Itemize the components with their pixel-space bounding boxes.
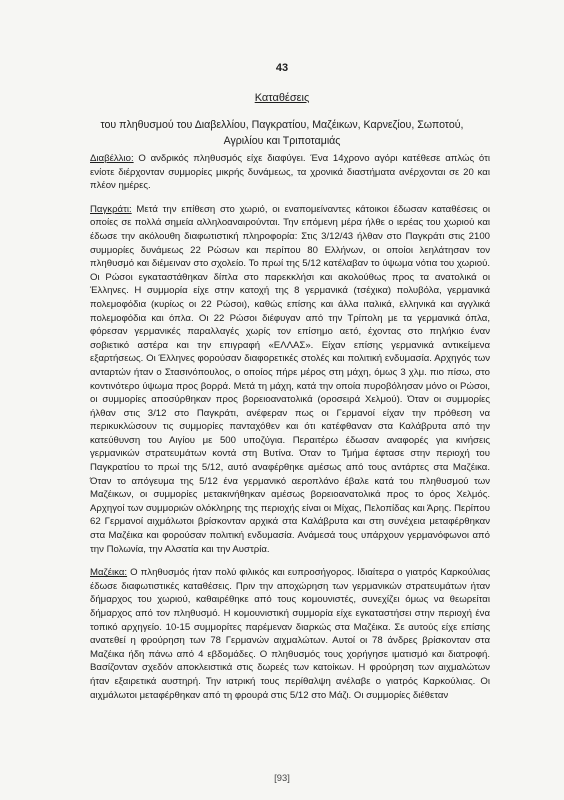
document-subtitle	[0, 117, 564, 149]
section-diavellio	[90, 152, 490, 193]
subtitle-line: Αγριλίου και Τριποταμιάς	[223, 135, 341, 147]
section-heading: Διαβέλλιο:	[90, 153, 134, 164]
section-pagkrati	[90, 203, 490, 556]
section-heading: Μαζέικα:	[90, 567, 128, 579]
section-text: Ο πληθυσμός ήταν πολύ φιλικός και ευπροσήγορος. Ιδιαίτερα ο γιατρός Καρκούλιας έδωσε διαφωτιστικές καταθέσεις. Πριν την αποχώρηση των γερμανικών στρατευμάτων ήταν δήμαρχος του χωριού, καθαιρέθηκε από τους κομουνιστές, συνεχίζει όμως να θεωρείται δήμαρχος από τον πληθυσμό. Η κομουνιστική συμμορία είχε εγκαταστήσει στην περιοχή ένα τοπικό αρχηγείο. 10-15 συμμορίτες παρέμεναν διαρκώς στα Μαζέικα. Σε αυτούς είχε επίσης ανατεθεί η φρούρηση των 78 Γερμανών αιχμαλώτων. Αυτοί οι 78 άνδρες βρίσκονταν στα Μαζέικα ήδη πάνω από 4 εβδομάδες. Ο πληθυσμός τους χορήγησε ιματισμό και διατροφή. Βασίζονταν σχεδόν αποκλειστικά στις δωρεές των κατοίκων. Η φρούρηση των αιχμαλώτων ήταν εξαιρετικά αυστηρή. Την ιατρική τους περίθαλψη ανέλαβε ο γιατρός Καρκούλιας. Οι αιχμάλωτοι μεταφέρθηκαν από τη φρουρά στις 5/12 στο Μάζι. Οι συμμορίες διέθεταν	[90, 567, 490, 701]
footer-page-number: [93]	[274, 772, 290, 783]
section-text: Ο ανδρικός πληθυσμός είχε διαφύγει. Ένα 14χρονο αγόρι κατέθεσε απλώς ότι ενίοτε διέρχονταν συμμορίες μικρής δυνάμεως, τα χρονικά διαστήματα ανέρχονται σε 20 και πλέον ημέρες.	[90, 153, 490, 192]
page-number: 43	[275, 62, 289, 74]
document-body	[90, 152, 490, 712]
document-title: Καταθέσεις	[254, 92, 310, 104]
section-text: Μετά την επίθεση στο χωριό, οι εναπομείναντες κάτοικοι έδωσαν καταθέσεις οι οποίες σε πολλά σημεία αλληλοαναιρούνται. Την επόμενη μέρα ήλθε ο ιερέας του χωριού και έδωσε την ακόλουθη διαφωτιστική πληροφορία: Στις 3/12/43 ήλθαν στο Παγκράτι στις 2100 συμμορίες δυνάμεως 22 Ρώσων και περίπου 80 Ελλήνων, οι οποίοι λεηλάτησαν τον πληθυσμό και διέμειναν στο σχολείο. Το πρωί της 5/12 κατέλαβαν το ύψωμα νότια του χωριού. Οι Ρώσοι εγκαταστάθηκαν δίπλα στο παρεκκλήσι και ακολούθως προς τα ανατολικά οι Έλληνες. Η συμμορία είχε στην κατοχή της 8 γερμανικά (τσέχικα) πολυβόλα, γερμανικά πολεμοφόδια (κυρίως οι 22 Ρώσοι), καθώς επίσης και άλλα ιταλικά, ελληνικά και αγγλικά πολεμοφόδια και όπλα. Οι 22 Ρώσοι διέφυγαν από την Τρίπολη με τα γερμανικά όπλα, φόρεσαν γερμανικές παραλλαγές χωρίς τον επίσημο αετό, έχοντας στο πηλήκιο έναν σοβιετικό αστέρα και την επιγραφή «ΕΛΛΑΣ». Είχαν επίσης γερμανικά αντικείμενα εξαρτήσεως. Οι Έλληνες φορούσαν διαφορετικές στολές και πολιτική ενδυμασία. Αρχηγός των ανταρτών ήταν ο Στασινόπουλος, ο οποίος πήρε μέρος στη μάχη, όμως 3 χλμ. πιο πίσω, στο κοντινότερο ύψωμα προς βορρά. Μετά τη μάχη, κατά την οποία πυροβόλησαν μόνο οι Ρώσοι, οι συμμορίες αποσύρθηκαν προς βορειοανατολικά (οροσειρά Χελμού). Όταν οι συμμορίες ήλθαν στις 3/12 στο Παγκράτι, ανέφεραν πως οι Γερμανοί είχαν την πρόθεση να περικυκλώσουν τις συμμορίες πανταχόθεν και ότι κατέφθαναν στα Καλάβρυτα από την κατεύθυνση του Αιγίου με 500 υποζύγια. Περαιτέρω έδωσαν αναφορές για κινήσεις γερμανικών στρατευμάτων κοντά στη Βυτίνα. Όταν το Τμήμα έφτασε στην περιοχή του Παγκρατίου το πρωί της 5/12, αυτό αναφέρθηκε αμέσως από τους αντάρτες στα Μαζέικα. Όταν το απόγευμα της 5/12 ένα γερμανικό αεροπλάνο έβαλε κατά του πληθυσμού των Μαζέικων, οι συμμορίες μετακινήθηκαν αμέσως βορειοανατολικά προς το όρος Χελμός. Αρχηγοί των συμμοριών ολόκληρης της περιοχής είναι οι Μίχας, Πελοπίδας και Άρης. Περίπου 62 Γερμανοί αιχμάλωτοι βρίσκονταν αρχικά στα Καλάβρυτα και στη συνέχεια μεταφέρθηκαν στα Μαζέικα και φορούσαν πολιτική ενδυμασία. Ανάμεσά τους υπάρχουν γερμανόφωνοι από την Πολωνία, την Αλσατία και την Αυστρία.	[90, 203, 490, 555]
section-heading: Παγκράτι:	[90, 203, 132, 215]
section-mazeika	[90, 566, 490, 702]
subtitle-line: του πληθυσμού του Διαβελλίου, Παγκρατίου, Μαζέικων, Καρνεζίου, Σωποτού,	[100, 119, 464, 131]
